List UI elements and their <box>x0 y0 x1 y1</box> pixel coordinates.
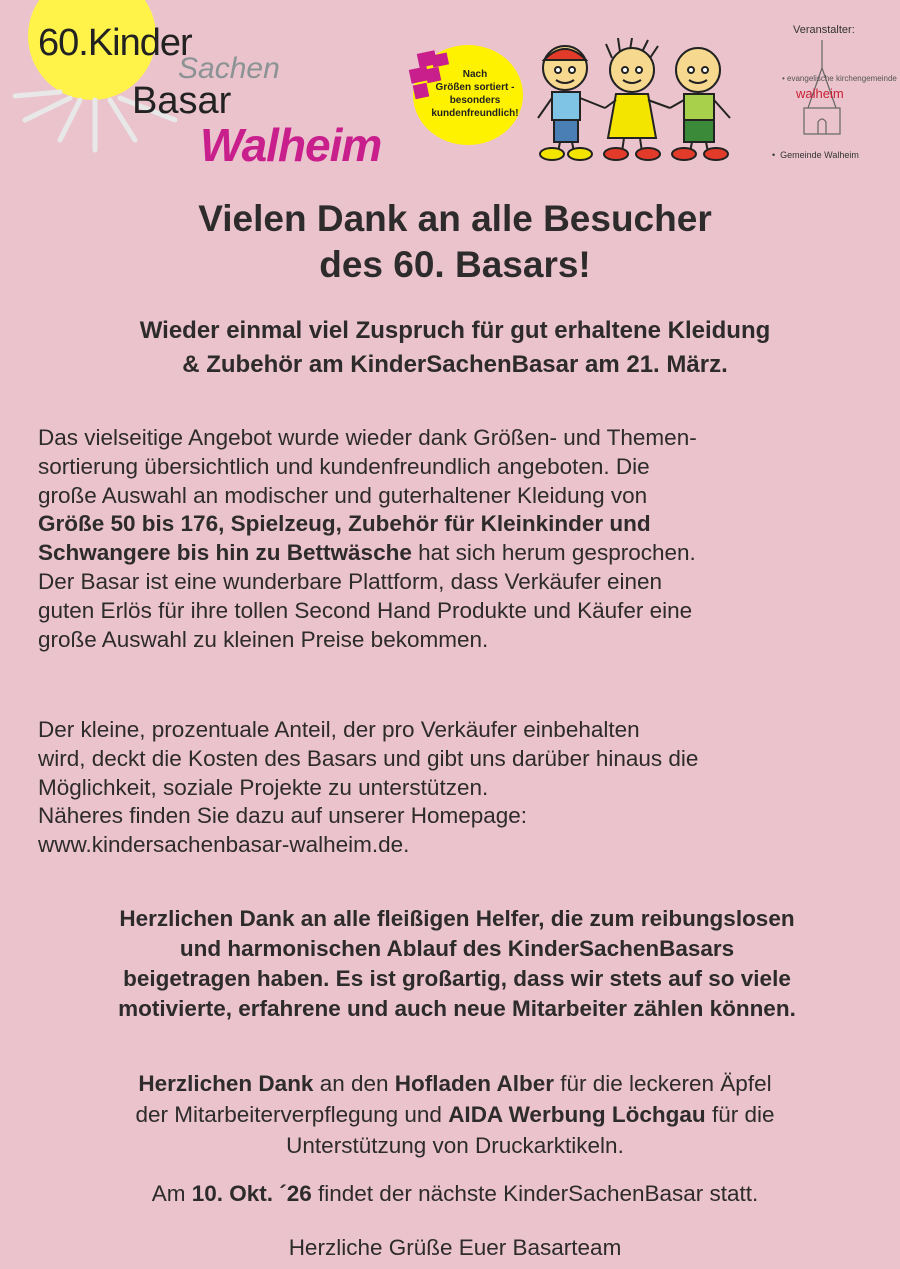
logo-number-kinder: 60.Kinder <box>38 22 192 64</box>
homepage-link[interactable]: www.kindersachenbasar-walheim.de. <box>38 832 410 858</box>
paragraph-share: Der kleine, prozentuale Anteil, der pro Verkäufer einbehalten wird, deckt die Kosten des Basars und gibt uns darüber hinaus die Möglichkeit, soziale Projekte zu unterstützen. Näheres finden Sie dazu auf unserer Homepage: www.kindersachenbasar-walheim.de. <box>38 716 878 860</box>
children-illustration-icon <box>530 38 750 163</box>
organizer-municipality: • Gemeinde Walheim <box>772 150 859 160</box>
organizer-church-walheim: walheim <box>796 86 844 101</box>
organizer-title: Veranstalter: <box>793 24 855 36</box>
subheading: Wieder einmal viel Zuspruch für gut erhaltene Kleidung & Zubehör am KinderSachenBasar am 21. März. <box>139 317 771 378</box>
logo-basar: Basar <box>132 80 232 122</box>
logo-walheim: Walheim <box>200 119 382 171</box>
thanks-sponsors: Herzlichen Dank an den Hofladen Alber für die leckeren Äpfel der Mitarbeiterverpflegung und AIDA Werbung Löchgau für die Unterstützung von Druckarktikeln. <box>135 1071 775 1158</box>
logo-sachen: Sachen <box>178 52 280 85</box>
thanks-helpers: Herzlichen Dank an alle fleißigen Helfer, die zum reibungslosen und harmonischen Ablauf des KinderSachenBasars beigetragen haben. Es ist großartig, dass wir stets auf so viele motivierte, erfahrene und auch neue Mitarbeiter zählen können. <box>118 906 796 1021</box>
badge-text: Nach Größen sortiert - besonders kundenfreundlich! <box>431 69 519 119</box>
organizer-church-label: • evangelische kirchengemeinde <box>782 74 897 83</box>
next-basar-date: Am 10. Okt. ´26 findet der nächste KinderSachenBasar statt. <box>151 1181 759 1206</box>
paragraph-offer: Das vielseitige Angebot wurde wieder dank Größen- und Themen- sortierung übersichtlich und kundenfreundlich angeboten. Die große Auswahl an modischer und guterhaltener Kleidung von Größe 50 bis 176, Spielzeug, Zubehör für Kleinkinder und Schwangere bis hin zu Bettwäsche hat sich herum gesprochen. Der Basar ist eine wunderbare Plattform, dass Verkäufer einen guten Erlös für ihre tollen Second Hand Produkte und Käufer eine große Auswahl zu kleinen Preise bekommen. <box>38 425 697 652</box>
closing-greeting: Herzliche Grüße Euer Basarteam <box>288 1235 622 1260</box>
page-title: Vielen Dank an alle Besucher des 60. Basars! <box>198 198 712 285</box>
